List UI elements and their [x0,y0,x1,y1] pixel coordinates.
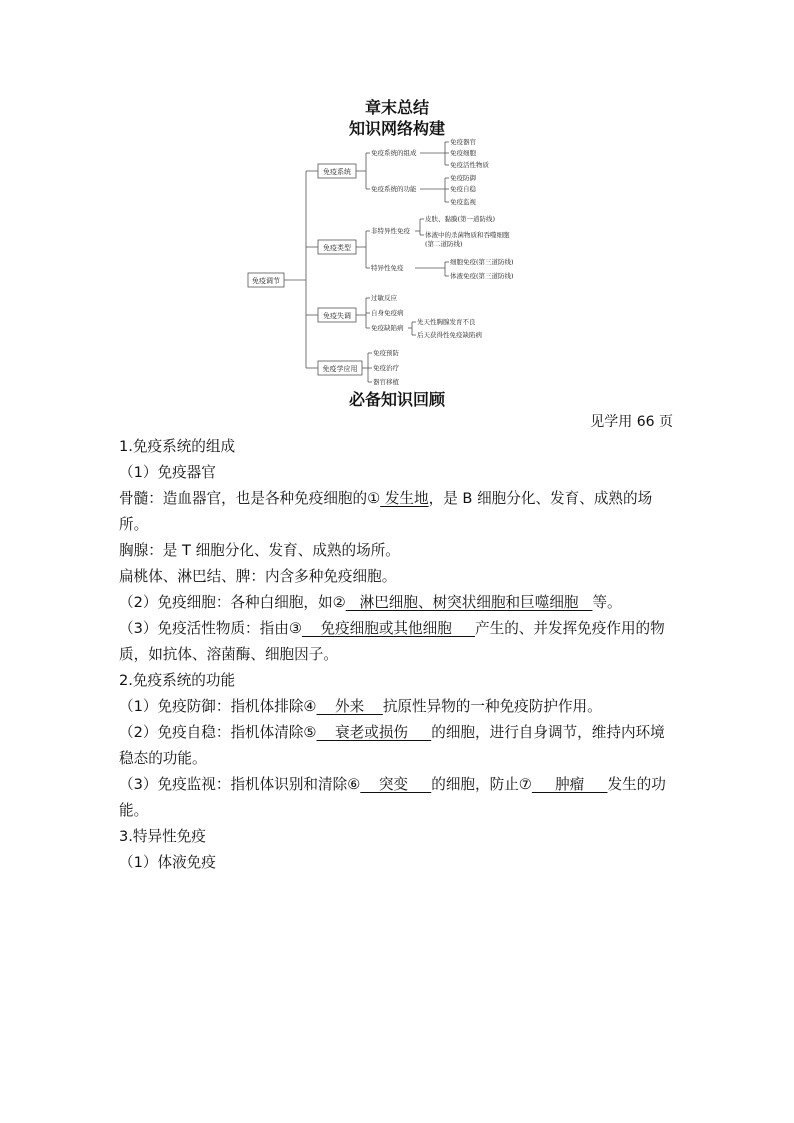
branch-immunology-applications: 免疫学应用 [322,365,358,373]
network-title: 知识网络构建 [348,119,445,138]
paragraph-tonsil: 扁桃体、淋巴结、脾：内含多种免疫细胞。 [119,568,397,585]
sub-specific-immunity: 特异性免疫 [371,264,404,272]
leaf-congenital-deficiency: 先天性胸腺发育不良 [417,318,476,326]
sub-immune-prevention: 免疫预防 [373,349,399,357]
branch-immune-system: 免疫系统 [323,168,351,176]
leaf-immune-active-substances: 免疫活性物质 [450,161,489,169]
sub-nonspecific-immunity: 非特异性免疫 [371,227,410,235]
branch-immune-types: 免疫类型 [323,244,351,252]
answer-blank: 淋巴细胞、树突状细胞和巨噬细胞 [345,594,593,611]
knowledge-mindmap [240,135,540,387]
sub-immunodeficiency: 免疫缺陷病 [371,324,404,332]
answer-blank: 突变 [360,776,432,793]
answer-blank: 衰老或损伤 [316,724,432,741]
branch-immune-disorders: 免疫失调 [323,312,351,320]
paragraph-immune-cells: （2）免疫细胞：各种白细胞，如② 淋巴细胞、树突状细胞和巨噬细胞 等。 [119,594,622,611]
leaf-immune-cells: 免疫细胞 [450,149,476,157]
paragraph-marrow: 骨髓：造血器官，也是各种免疫细胞的① 发生地，是 B 细胞分化、发育、成熟的场所。 [119,490,653,533]
subheading: （1）免疫器官 [119,464,216,481]
answer-blank: 外来 [316,698,383,715]
sub-allergy: 过敏反应 [371,294,397,302]
review-content [119,434,679,876]
paragraph-thymus: 胸腺：是 T 细胞分化、发育、成熟的场所。 [119,542,400,559]
paragraph-active-substances: （3）免疫活性物质：指由③ 免疫细胞或其他细胞 产生的、并发挥免疫作用的物质，如抗体、溶菌酶、细胞因子。 [119,620,665,663]
leaf-immune-defense: 免疫防御 [450,174,476,182]
section-heading: 1.免疫系统的组成 [119,438,236,455]
sub-composition: 免疫系统的组成 [371,149,417,157]
leaf-immune-organs: 免疫器官 [450,138,476,146]
leaf-acquired-deficiency: 后天获得性免疫缺陷病 [417,331,482,339]
answer-blank: 发生地 [380,490,429,507]
leaf-immune-homeostasis: 免疫自稳 [450,185,476,193]
sub-organ-transplant: 器官移植 [373,378,399,386]
leaf-first-line: 皮肤、黏膜(第一道防线) [425,215,496,223]
leaf-second-line-note: (第二道防线) [425,240,463,248]
leaf-immune-surveillance: 免疫监视 [450,198,476,206]
page-reference: 见学用 66 页 [590,414,673,430]
section-heading: 2.免疫系统的功能 [119,672,236,689]
chapter-title: 章末总结 [364,98,429,117]
answer-blank: 肿瘤 [531,776,608,793]
answer-blank: 免疫细胞或其他细胞 [301,620,476,637]
mindmap-root: 免疫调节 [252,277,280,285]
leaf-second-line: 体液中的杀菌物质和吞噬细胞 [425,231,510,239]
review-title: 必备知识回顾 [348,390,445,409]
sub-immune-therapy: 免疫治疗 [373,364,399,372]
section-heading: 3.特异性免疫 [119,828,206,845]
subheading: （1）体液免疫 [119,854,216,871]
sub-function: 免疫系统的功能 [371,185,417,193]
leaf-humoral-immunity: 体液免疫(第三道防线) [450,272,514,280]
paragraph-defense: （1）免疫防御：指机体排除④ 外来 抗原性异物的一种免疫防护作用。 [119,698,602,715]
paragraph-homeostasis: （2）免疫自稳：指机体清除⑤ 衰老或损伤 的细胞，进行自身调节，维持内环境稳态的功能。 [119,724,665,767]
leaf-cellular-immunity: 细胞免疫(第三道防线) [450,258,514,266]
paragraph-surveillance: （3）免疫监视：指机体识别和清除⑥ 突变 的细胞，防止⑦ 肿瘤 发生的功能。 [119,776,666,819]
sub-autoimmune-disease: 自身免疫病 [371,309,404,317]
